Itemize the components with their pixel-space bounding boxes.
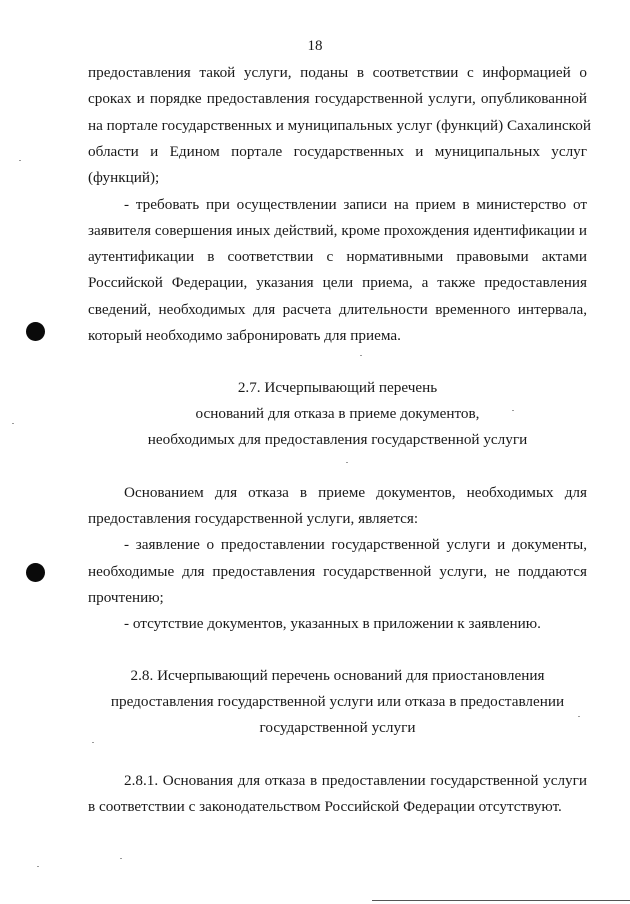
section-heading-line: предоставления государственной услуги или отказа в предоставлении bbox=[110, 693, 565, 710]
text-line: сведений, необходимых для расчета длительности временного интервала, bbox=[88, 301, 587, 318]
section-heading-line: оснований для отказа в приеме документов, bbox=[195, 405, 480, 422]
scan-speck bbox=[360, 355, 362, 356]
text-line: необходимые для предоставления государственной услуги, не поддаются bbox=[88, 563, 587, 580]
scan-speck bbox=[12, 423, 14, 424]
scan-speck bbox=[346, 462, 348, 463]
section-heading-line: государственной услуги bbox=[259, 719, 416, 736]
bottom-edge-line bbox=[372, 900, 630, 901]
text-line: Российской Федерации, указания цели приема, а также предоставления bbox=[88, 274, 587, 291]
text-line: области и Едином портале государственных и муниципальных услуг bbox=[88, 143, 587, 160]
text-line: предоставления государственной услуги, является: bbox=[88, 510, 419, 527]
list-item-line: - требовать при осуществлении записи на прием в министерство от bbox=[124, 196, 587, 213]
list-item-line: - отсутствие документов, указанных в приложении к заявлению. bbox=[124, 615, 541, 632]
text-line: сроках и порядке предоставления государственной услуги, опубликованной bbox=[88, 90, 587, 107]
punch-hole-mark bbox=[26, 322, 45, 341]
section-heading-line: необходимых для предоставления государственной услуги bbox=[147, 431, 528, 448]
text-line: в соответствии с законодательством Российской Федерации отсутствуют. bbox=[88, 798, 562, 815]
text-line: заявителя совершения иных действий, кроме прохождения идентификации и bbox=[88, 222, 587, 239]
scan-speck bbox=[120, 858, 122, 859]
text-line: прочтению; bbox=[88, 589, 164, 606]
scan-speck bbox=[92, 742, 94, 743]
text-line: (функций); bbox=[88, 169, 160, 186]
punch-hole-mark bbox=[26, 563, 45, 582]
paragraph-line: 2.8.1. Основания для отказа в предоставлении государственной услуги bbox=[124, 772, 587, 789]
list-item-line: - заявление о предоставлении государственной услуги и документы, bbox=[124, 536, 587, 553]
section-heading-line: 2.7. Исчерпывающий перечень bbox=[237, 379, 438, 396]
section-heading-line: 2.8. Исчерпывающий перечень оснований для приостановления bbox=[130, 667, 545, 684]
text-line: на портале государственных и муниципальных услуг (функций) Сахалинской bbox=[88, 117, 592, 134]
paragraph-line: Основанием для отказа в приеме документов, необходимых для bbox=[124, 484, 587, 501]
scan-speck bbox=[37, 866, 39, 867]
scan-speck bbox=[19, 160, 21, 161]
page-number: 18 bbox=[307, 38, 323, 54]
text-line: который необходимо забронировать для приема. bbox=[88, 327, 401, 344]
scan-speck bbox=[578, 716, 580, 717]
text-line: предоставления такой услуги, поданы в соответствии с информацией о bbox=[88, 64, 587, 81]
scan-speck bbox=[512, 410, 514, 411]
text-line: аутентификации в соответствии с нормативными правовыми актами bbox=[88, 248, 587, 265]
